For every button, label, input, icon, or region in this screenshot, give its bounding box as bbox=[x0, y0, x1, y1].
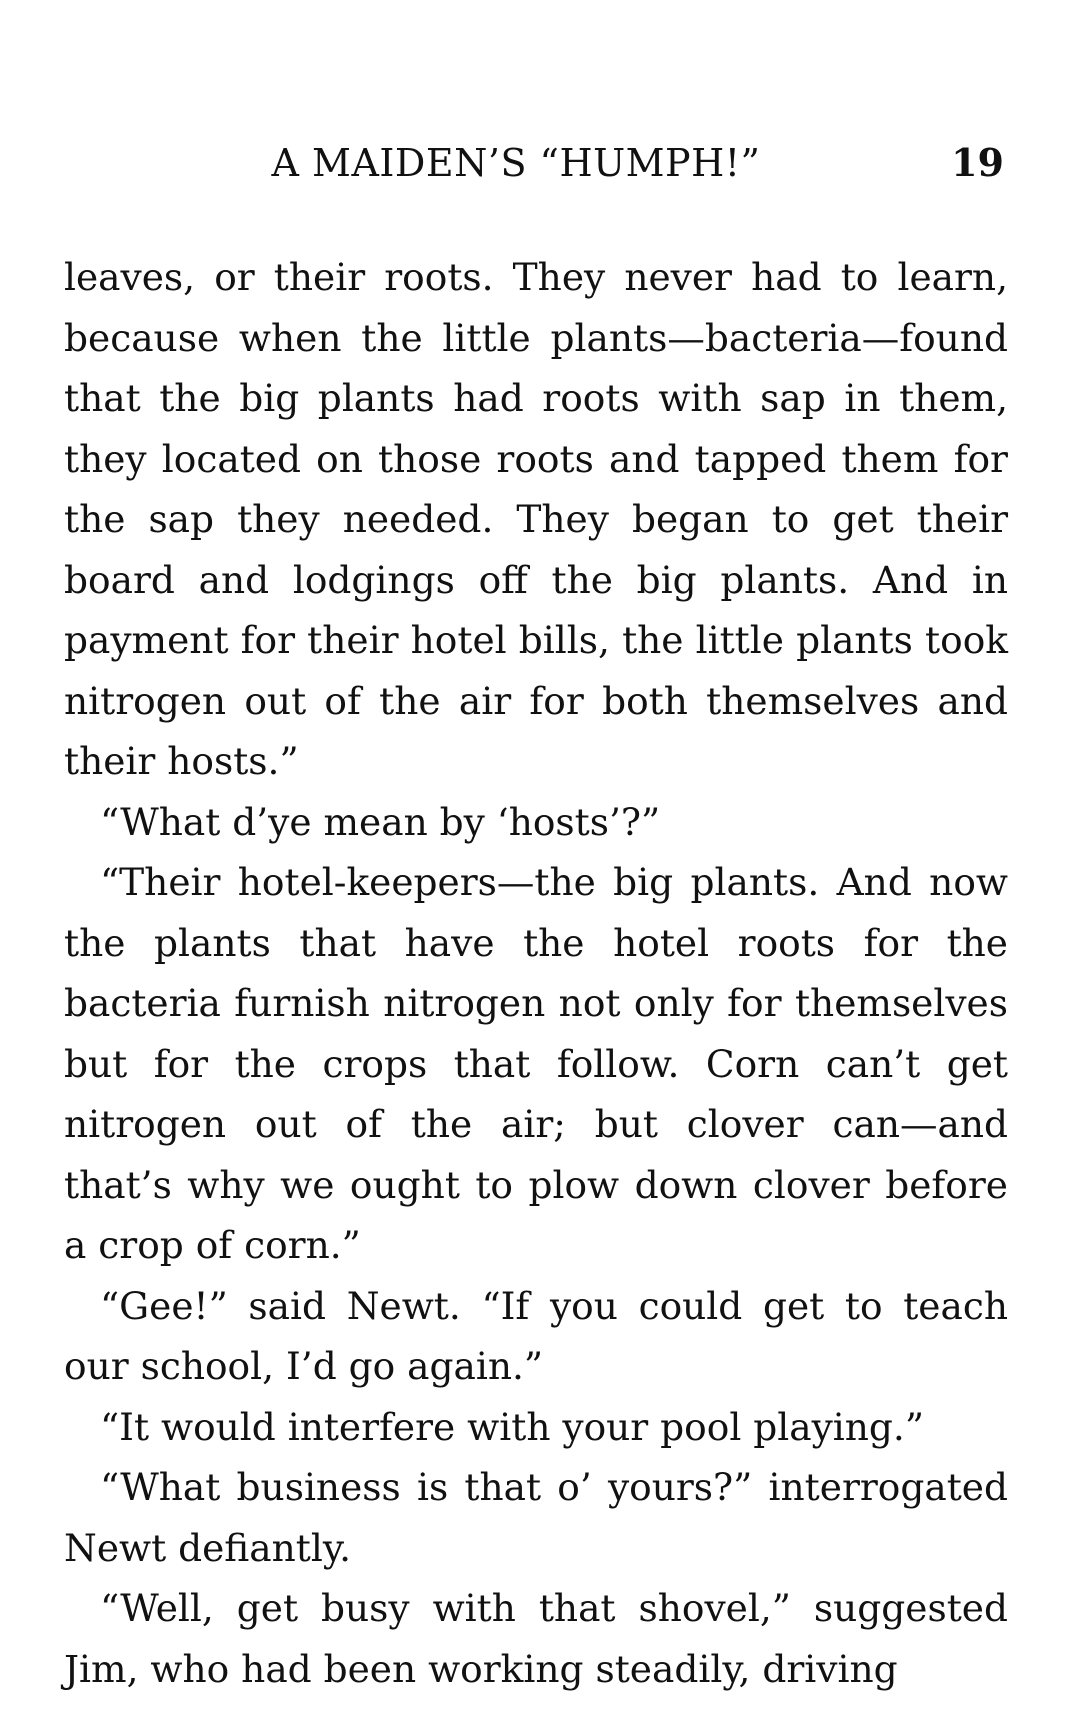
page-number: 19 bbox=[951, 140, 1004, 185]
paragraph: “It would interfere with your pool playing.” bbox=[100, 1404, 925, 1449]
body-text bbox=[64, 247, 1008, 1699]
paragraph: “Gee!” said Newt. “If you could get to teach our school, I’d go again.” bbox=[64, 1283, 1008, 1388]
paragraph: “Their hotel-keepers—the big plants. And now the plants that have the hotel roots for the bacteria furnish nitrogen not only for themselves but for the crops that follow. Corn can’t get nitrogen out of the air; but clover can—and that’s why we ought to plow down clover before a crop of corn.” bbox=[64, 860, 1008, 1267]
paragraph: “What d’ye mean by ‘hosts’?” bbox=[100, 799, 661, 844]
running-title: A MAIDEN’S “HUMPH!” bbox=[271, 141, 761, 185]
running-head bbox=[60, 138, 1012, 188]
paragraph: “Well, get busy with that shovel,” suggested Jim, who had been working steadily, driving bbox=[64, 1586, 1008, 1691]
paragraph: “What business is that o’ yours?” interrogated Newt defiantly. bbox=[64, 1465, 1008, 1570]
paragraph: leaves, or their roots. They never had to learn, because when the little plants—bacteria—found that the big plants had roots with sap in them, they located on those roots and tapped them for the sap they needed. They began to get their board and lodgings off the big plants. And in payment for their hotel bills, the little plants took nitrogen out of the air for both themselves and their hosts.” bbox=[64, 255, 1008, 783]
